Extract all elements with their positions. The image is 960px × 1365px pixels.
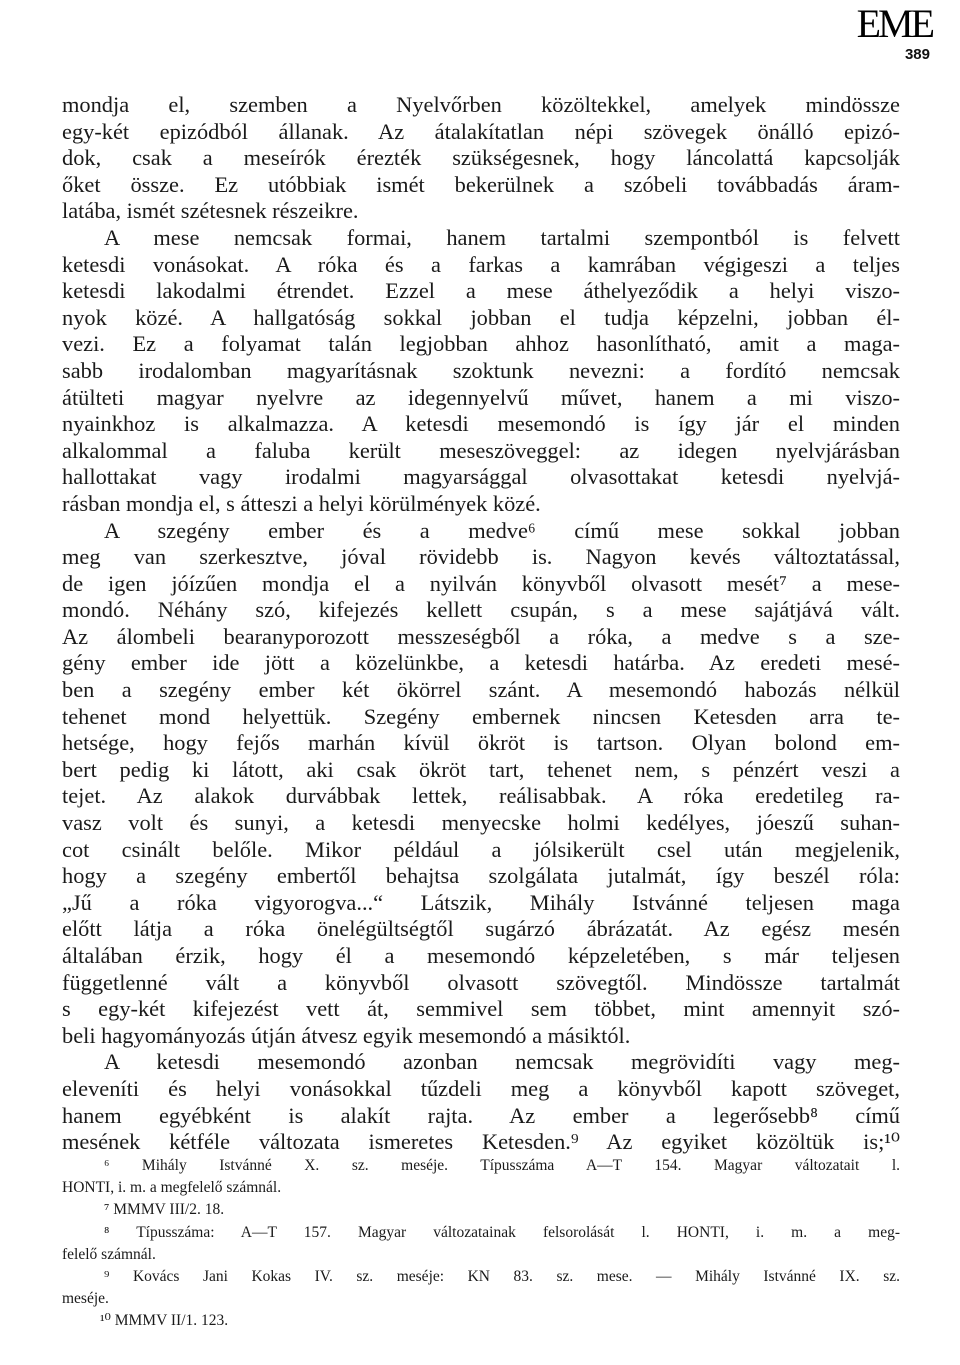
text-line: előtt látja a róka önelégültségtől sugárzó ábrázatát. Az egész mesén bbox=[62, 916, 900, 942]
text-line: nyainkhoz is alkalmazza. A ketesdi mesemondó is így jár el minden bbox=[62, 411, 900, 437]
journal-logo: EME bbox=[856, 1, 932, 46]
text-line: sabb irodalomban magyarításnak szoktunk nevezni: a fordító nemcsak bbox=[62, 357, 900, 383]
text-line: tehenet mond helyettük. Szegény embernek nincsen Ketesden arra te- bbox=[62, 703, 900, 729]
text-line: függetlenné vált a könyvből olvasott szövegtől. Mindössze tartalmát bbox=[62, 969, 900, 995]
text-line: bert pedig ki látott, aki csak ökröt tart, tehenet nem, s pénzért veszi a bbox=[62, 756, 900, 782]
text-line: dok, csak a meseírók érezték szükségesnek, hogy láncolattá kapcsolják bbox=[62, 145, 900, 171]
footnote-line: HONTI, i. m. a megfelelő számnál. bbox=[62, 1179, 282, 1197]
text-line: egy-két epizódból állanak. Az átalakítatlan népi szövegek önálló epizó- bbox=[62, 118, 900, 144]
text-line: ketesdi vonásokat. A róka és a farkas a kamrában végigeszi a teljes bbox=[62, 251, 900, 277]
footnote-line: meséje. bbox=[62, 1290, 109, 1308]
text-line: gény ember ide jött a közelünkbe, a ketesdi határba. Az eredeti mesé- bbox=[62, 650, 900, 676]
text-line: általában érzik, hogy él a mesemondó képzeletében, s már teljesen bbox=[62, 943, 900, 968]
text-line: ketesdi lakodalmi étrendet. Ezzel a mese áthelyeződik a helyi viszo- bbox=[62, 278, 900, 304]
text-line: mesének kétféle változata ismeretes Ketesden.⁹ Az egyiket közöltük is;¹⁰ bbox=[62, 1129, 900, 1155]
footnote-line: ¹⁰ MMMV II/1. 123. bbox=[100, 1312, 229, 1330]
text-line: latába, ismét szétesnek részeikre. bbox=[62, 198, 359, 224]
text-line: tejet. Az alakok durvábbak lettek, reálisabbak. A róka eredetileg ra- bbox=[62, 783, 900, 809]
text-line: hogy a szegény embertől behajtsa szolgálata jutalmát, így beszél róla: bbox=[62, 863, 900, 889]
text-line: hanem egyébként is alakít rajta. Az ember a legerősebb⁸ című bbox=[62, 1102, 900, 1128]
text-line: A ketesdi mesemondó azonban nemcsak megrövidíti vagy meg- bbox=[104, 1049, 900, 1075]
text-line: „Jű a róka vigyorogva...“ Látszik, Mihály Istvánné teljesen maga bbox=[62, 889, 900, 915]
text-line: cot csinált belőle. Mikor például a jólsikerült csel után megjelenik, bbox=[62, 836, 900, 862]
text-line: de igen jóízűen mondja el a nyilván könyvből olvasott mesét⁷ a mese- bbox=[62, 570, 900, 596]
text-line: Az álombeli bearanyporozott messzeségből a róka, a medve s a sze- bbox=[62, 623, 900, 649]
footnotes bbox=[62, 1155, 900, 1333]
text-line: A szegény ember és a medve⁶ című mese sokkal jobban bbox=[104, 517, 900, 543]
text-line: mondja el, szemben a Nyelvőrben közöltekkel, amelyek mindössze bbox=[62, 92, 900, 117]
page-number: 389 bbox=[904, 46, 930, 63]
footnote-line: ⁷ MMMV III/2. 18. bbox=[104, 1201, 225, 1219]
footnote-line: ⁹ Kovács Jani Kokas IV. sz. meséje: KN 83. sz. mese. — Mihály Istvánné IX. sz. bbox=[104, 1267, 900, 1285]
text-line: meg van szerkesztve, jóval rövidebb is. Nagyon kevés változtatással, bbox=[62, 544, 900, 570]
text-line: A mese nemcsak formai, hanem tartalmi szempontból is felvett bbox=[104, 224, 900, 250]
text-line: mondó. Néhány szó, kifejezés kellett csupán, s a mese sajátjává vált. bbox=[62, 597, 900, 623]
text-line: alkalommal a faluba került meseszöveggel: az idegen nyelvjárásban bbox=[62, 437, 900, 463]
footnote-line: ⁸ Típusszáma: A—T 157. Magyar változatainak felsorolását l. HONTI, i. m. a meg- bbox=[104, 1223, 900, 1241]
text-line: s egy-két kifejezést vett át, semmivel sem többet, mint amennyit szó- bbox=[62, 996, 900, 1022]
text-line: eleveníti és helyi vonásokkal tűzdeli meg a könyvből kapott szöveget, bbox=[62, 1075, 900, 1101]
text-line: nyok közé. A hallgatóság sokkal jobban el tudja képzelni, jobban él- bbox=[62, 304, 900, 330]
text-line: őket össze. Ez utóbbiak ismét bekerülnek a szóbeli továbbadás áram- bbox=[62, 171, 900, 197]
text-line: átülteti magyar nyelvre az idegennyelvű művet, hanem a mi viszo- bbox=[62, 384, 900, 410]
text-line: ben a szegény ember két ökörrel szánt. A mesemondó habozás nélkül bbox=[62, 677, 900, 703]
body-text bbox=[62, 92, 900, 1156]
text-line: rásban mondja el, s átteszi a helyi körülmények közé. bbox=[62, 490, 541, 516]
text-line: hetsége, hogy fejős marhán kívül ökröt is tartson. Olyan bolond em- bbox=[62, 730, 900, 756]
footnote-line: felelő számnál. bbox=[62, 1245, 156, 1263]
text-line: vezi. Ez a folyamat talán legjobban ahhoz hasonlítható, amit a maga- bbox=[62, 331, 900, 357]
footnote-line: ⁶ Mihály Istvánné X. sz. meséje. Típusszáma A—T 154. Magyar változatait l. bbox=[104, 1157, 900, 1174]
text-line: beli hagyományozás útján átvesz egyik mesemondó a másiktól. bbox=[62, 1022, 631, 1048]
text-line: vasz volt és sunyi, a ketesdi menyecske holmi kedélyes, jóeszű suhan- bbox=[62, 810, 900, 836]
text-line: hallottakat vagy irodalmi magyarsággal olvasottakat ketesdi nyelvjá- bbox=[62, 464, 900, 490]
